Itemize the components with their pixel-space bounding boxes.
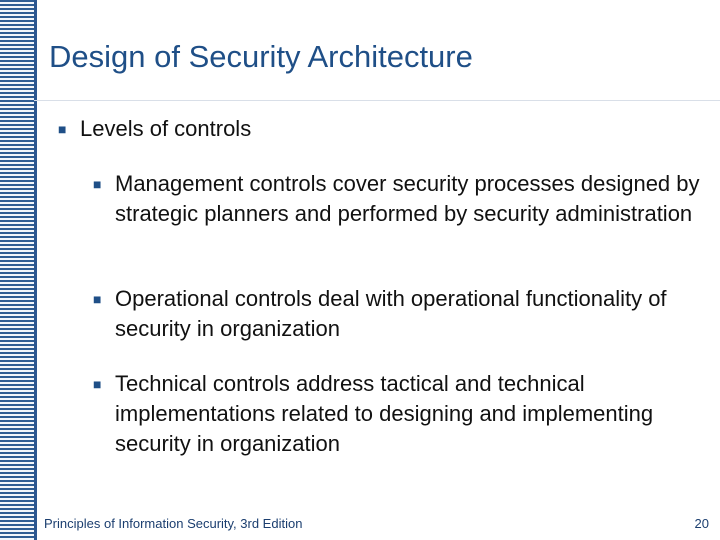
sub-bullet-text: Management controls cover security processes designed by strategic planners and performed by security administration (115, 171, 700, 226)
left-decorative-bar (0, 0, 34, 540)
title-divider (34, 100, 720, 101)
sub-bullet-operational-controls (93, 284, 703, 344)
sub-bullet-text: Operational controls deal with operational functionality of security in organization (115, 286, 667, 341)
square-bullet-icon: ■ (93, 376, 102, 392)
sub-bullet-management-controls (93, 169, 703, 229)
sub-bullet-technical-controls (93, 369, 703, 459)
bullet-levels-of-controls (58, 114, 251, 144)
square-bullet-icon: ■ (93, 176, 102, 192)
footer-book-title: Principles of Information Security, 3rd Edition (44, 516, 303, 531)
square-bullet-icon: ■ (93, 291, 102, 307)
square-bullet-icon: ■ (58, 121, 67, 137)
left-bar-edge (34, 0, 37, 540)
page-number: 20 (694, 516, 709, 531)
bullet-text: Levels of controls (80, 116, 252, 141)
sub-bullet-text: Technical controls address tactical and technical implementations related to designing and implementing security in organization (115, 371, 654, 456)
slide-title: Design of Security Architecture (49, 39, 473, 74)
